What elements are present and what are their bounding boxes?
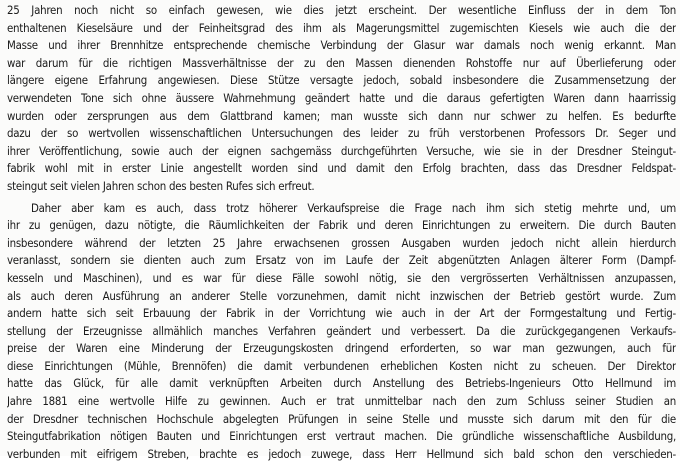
text-line: wurden oder zersprungen aus dem Glattbrand kamen; man wusste sich dann nur schwer zu helfen. Es bedurfte [7, 108, 676, 123]
text-line: 25 Jahren noch nicht so einfach gewesen, wie dies jetzt erscheint. Der wesentliche Einfluss der in dem Ton [7, 3, 676, 17]
text-line: steingut seit vielen Jahren schon des besten Rufes sich erfreut. [7, 178, 315, 193]
paragraph-2 [7, 200, 676, 463]
text-line: als auch deren Ausführung an anderer Stelle vorzunehmen, damit nicht inzwischen der Betrieb gestört wurde. Zum [7, 288, 676, 303]
text-line: stellung der Erzeugnisse allmählich manches Verfahren geändert und verbessert. Da die zurückgegangenen Verkaufs- [7, 323, 676, 338]
text-line: der Dresdner technischen Hochschule abgelegten Prüfungen in seine Stelle und musste sich darum mit den für die [7, 411, 676, 426]
text-line: ihrer Veröffentlichung, sowie auch der eignen sachgemäss durchgeführten Versuche, wie sie in der Dresdner Steingut- [7, 143, 676, 158]
text-line: Jahre 1881 eine wertvolle Hilfe zu gewinnen. Auch er trat unmittelbar nach den zum Schluss seiner Studien an [7, 394, 676, 409]
text-line: insbesondere während der letzten 25 Jahre erwachsenen grossen Ausgaben wurden jedoch nicht allein hierdurch [7, 235, 676, 250]
text-line: dazu der so wertvollen wissenschaftlichen Untersuchungen des leider zu früh verstorbenen Professors Dr. Seger und [7, 126, 676, 141]
text-line: Daher aber kam es auch, dass trotz höherer Verkaufspreise die Frage nach ihm sich stetig mehrte und, um [31, 200, 676, 215]
text-line: Steingutfabrikation nötigen Bauten und Einrichtungen erst vertraut machen. Die gründliche wissenschaftliche Ausbildung, [7, 429, 676, 444]
text-line: diese Einrichtungen (Mühle, Brennöfen) die damit verbundenen erheblichen Kosten nicht zu scheuen. Der Direktor [7, 358, 676, 373]
text-line: veranlasst, sondern sie dienten auch zum Ersatz von im Laufe der Zeit abgenützten Anlagen älterer Form (Dampf- [7, 253, 676, 268]
text-line: hatte das Glück, für alle damit verknüpften Arbeiten durch Anstellung des Betriebs-Ingenieurs Otto Hellmund im [7, 376, 676, 391]
text-line: Masse und ihrer Brennhitze entsprechende chemische Verbindung der Glasur war damals noch wenig erkannt. Man [7, 38, 676, 53]
text-line: andern hatte sich seit Erbauung der Fabrik in der Vorrichtung wie auch in der Art der Formgestaltung und Fertig- [7, 306, 676, 321]
text-line: enthaltenen Kieselsäure und der Feinheitsgrad des ihm als Magerungsmittel zugemischten Kiesels wie auch die der [7, 20, 676, 35]
text-line: verwendeten Tone sich ohne äussere Wahrnehmung geändert hatte und die daraus gefertigten Waren dann haarrissig [7, 90, 676, 105]
text-line: fabrik wohl mit in erster Linie angestellt worden sind und damit den Erfolg brachten, dass das Dresdner Feldspat- [7, 161, 676, 176]
text-line: ihr zu genügen, dazu nötigte, die Räumlichkeiten der Fabrik und deren Einrichtungen zu erweitern. Die durch Bauten [7, 218, 676, 233]
text-line: längere eigene Erfahrung angewiesen. Diese Stütze versagte jedoch, sobald insbesondere die Zusammensetzung der [7, 73, 676, 88]
text-line: verbunden mit eifrigem Streben, brachte es jedoch zuwege, dass Herr Hellmund sich bald schon den verschieden- [7, 446, 676, 461]
text-line: preise der Waren eine Minderung der Erzeugungskosten dringend erforderten, so war man gezwungen, auch für [7, 341, 676, 356]
paragraph-1 [7, 2, 676, 196]
text-line: kesseln und Maschinen), und es war für diese Fälle sowohl nötig, sie den vergrösserten Verhältnissen anzupassen, [7, 270, 676, 285]
text-line: war darum für die richtigen Massverhältnisse der zu den Massen dienenden Rohstoffe nur auf Überlieferung oder [7, 55, 676, 70]
